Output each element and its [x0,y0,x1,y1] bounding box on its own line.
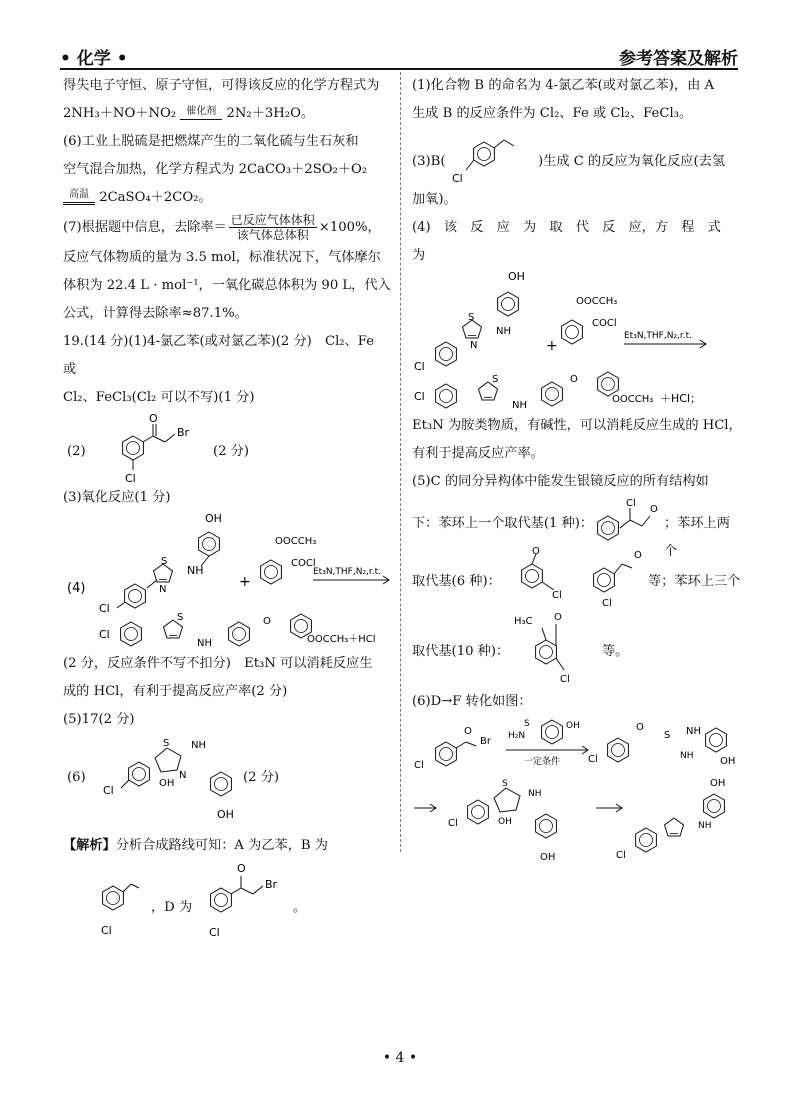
svg-text:+: + [239,574,251,590]
svg-text:Cl: Cl [560,674,570,685]
svg-text:NH: NH [680,751,694,761]
svg-text:Br: Br [265,878,278,891]
formula-line: (7)根据题中信息，去除率＝ $\frac{\text{已反应气体体积}}{\text{该气体总体积}} \times 100\%$， [63,213,381,242]
svg-text:S: S [177,612,184,623]
svg-text:(4): (4) [67,581,86,596]
svg-text:OOCCH₃＋HCl: OOCCH₃＋HCl [307,634,376,645]
svg-text:Cl: Cl [414,760,424,771]
svg-text:OOCCH₃: OOCCH₃ [576,296,618,307]
text-line: Et₃N 为胺类物质，有碱性，可以消耗反应生成的 HCl， [412,418,742,433]
svg-text:＋HCl；: ＋HCl； [660,392,702,405]
svg-text:NH: NH [187,564,204,577]
svg-text:OH: OH [710,778,726,789]
isomer-two-substituents [508,546,648,608]
compound-d-structure [95,412,205,484]
subject-label: • 化学 • [60,49,128,69]
column-divider [400,72,401,852]
svg-text:O: O [650,504,658,515]
text-line: 得失电子守恒、原子守恒，可得该反应的化学方程式为 [63,78,380,93]
svg-text:S: S [163,738,170,749]
svg-text:N: N [179,770,187,781]
svg-text:Cl: Cl [209,926,220,938]
svg-text:S: S [468,312,475,323]
text-line: (5)17(2 分) [63,712,135,727]
svg-text:Et₃N,THF,N₂,r.t.: Et₃N,THF,N₂,r.t. [624,331,693,341]
text-line: (2 分，反应条件不写不扣分) Et₃N 可以消耗反应生 [63,656,373,671]
svg-text:COCl: COCl [291,558,316,569]
svg-text:Br: Br [177,426,190,439]
section-title: 参考答案及解析 [619,49,738,69]
page-number: • 4 • [382,1050,418,1066]
r5-line-1: 下：苯环上一个取代基(1 种)： Cl O ；苯环上两个 [412,498,730,559]
svg-text:O: O [237,862,246,875]
svg-text:O: O [634,550,642,561]
left-column [63,72,391,938]
text-line: (6)D→F 转化如图： [412,694,532,709]
svg-text:OH: OH [540,852,556,863]
text-line: 生成 B 的反应条件为 Cl₂、Fe 或 Cl₂、FeCl₃。 [412,106,693,121]
svg-text:S: S [524,719,530,729]
svg-text:COCl: COCl [592,318,617,329]
text-line: 有利于提高反应产率。 [412,446,544,461]
r5-line-3: 取代基(10 种)： H₃C O Cl 等。 [412,608,742,688]
svg-text:N: N [470,340,478,351]
reaction-arrow: 高温 [63,190,95,205]
svg-text:O: O [554,612,562,623]
r4-reaction [412,270,742,412]
svg-text:OH: OH [498,817,512,827]
equation-line: 高温 2CaSO₄＋2CO₂。 [63,184,391,212]
text-line: (6)工业上脱硫是把燃煤产生的二氧化硫与生石灰和 [63,134,359,149]
svg-text:Cl: Cl [99,628,110,641]
svg-text:NH: NH [528,789,542,799]
reaction-4-scheme [63,512,393,650]
svg-text:OH: OH [159,778,175,789]
question-19-line: 19.(14 分)(1)4-氯乙苯(或对氯乙苯)(2 分) Cl₂、Fe 或 [63,334,374,377]
svg-text:S: S [161,556,168,567]
svg-text:Cl: Cl [626,498,636,509]
r3-line: (3)B( Cl )生成 C 的反应为氧化反应(去氢 [412,128,742,186]
svg-text:NH: NH [686,726,701,737]
svg-text:Cl: Cl [616,850,626,861]
svg-text:NH: NH [698,821,712,831]
text-line: 反应气体物质的量为 3.5 mol，标准状况下，气体摩尔 [63,250,381,265]
svg-text:一定条件: 一定条件 [524,757,561,767]
svg-text:NH: NH [191,740,206,751]
text-line: (5)C 的同分异构体中能发生银镜反应的所有结构如 [412,474,709,489]
right-column [412,72,742,866]
svg-text:N: N [159,584,167,595]
analysis-line: 【解析】分析合成路线可知：A 为乙苯，B 为 [63,838,328,853]
svg-text:NH: NH [512,400,527,411]
svg-text:NH: NH [496,326,511,337]
svg-text:Et₃N,THF,N₂,r.t.: Et₃N,THF,N₂,r.t. [313,567,382,577]
r5-line-2: 取代基(6 种)： O Cl O Cl 等；苯环上三个 [412,546,741,608]
svg-text:Cl: Cl [602,598,612,608]
svg-text:Cl: Cl [452,172,463,185]
text-line: Cl₂、FeCl₃(Cl₂ 可以不写)(1 分) [63,390,255,405]
answer-6: (6) Cl S N OH NH OH (2 分) [63,734,391,830]
reaction-4-scheme-right [412,270,742,412]
svg-text:H₂N: H₂N [508,731,526,741]
svg-text:Cl: Cl [414,360,425,373]
header-rule [60,68,738,70]
svg-text:Cl: Cl [552,590,562,601]
svg-text:NH: NH [197,638,212,649]
svg-text:O: O [570,374,578,385]
svg-text:Cl: Cl [101,924,112,937]
r6-scheme [412,716,742,866]
svg-text:OH: OH [508,270,525,283]
svg-text:O: O [532,546,540,557]
svg-text:S: S [502,779,508,789]
svg-text:H₃C: H₃C [514,616,533,627]
svg-text:Br: Br [480,736,491,747]
compound-b-structure [83,860,153,938]
svg-text:O: O [263,616,271,627]
answer-4-reaction [63,512,391,650]
text-line: 成的 HCl，有利于提高反应产率(2 分) [63,684,288,699]
svg-text:OH: OH [205,512,222,525]
analysis-structures: Cl ，D 为 O Br Cl 。 [63,860,391,938]
text-line: 加氧)。 [412,192,457,207]
svg-text:S: S [664,730,671,741]
svg-text:Cl: Cl [448,818,458,829]
svg-text:Cl: Cl [103,784,114,797]
svg-text:S: S [492,374,499,385]
equation-line: 2NH₃＋NO＋NO₂ 催化剂 2N₂＋3H₂O。 [63,106,315,121]
svg-text:OH: OH [566,721,580,731]
svg-text:Cl: Cl [414,390,425,403]
fraction: $\frac{\text{已反应气体体积}}{\text{该气体总体积}}$ [230,213,315,242]
svg-text:Cl: Cl [588,754,598,765]
reaction-arrow: 催化剂 [180,107,222,120]
answer-2: (2) Cl O Br (2 分) [67,412,250,484]
svg-text:+: + [546,338,558,354]
svg-text:OH: OH [217,808,234,821]
svg-text:OH: OH [720,756,736,767]
text-line: (4) 该 反 应 为 取 代 反 应，方 程 式 为 [412,220,734,263]
text-line: 空气混合加热，化学方程式为 2CaCO₃＋2SO₂＋O₂ [63,162,368,177]
compound-d-structure-analysis [191,860,301,938]
svg-text:O: O [149,412,158,425]
compound-b-inline [442,128,542,186]
svg-text:Cl: Cl [125,472,136,484]
text-line: (1)化合物 B 的命名为 4-氯乙苯(或对氯乙苯)，由 A [412,78,714,93]
isomer-three-substituents [514,608,604,688]
isomer-one-substituent [590,496,662,546]
svg-text:Cl: Cl [99,602,110,615]
text-line: 公式，计算得去除率≈87.1%。 [63,306,248,321]
svg-text:O: O [636,722,644,733]
text-line: 体积为 22.4 L · mol⁻¹，一氧化碳总体积为 90 L，代入 [63,278,391,293]
svg-text:OOCCH₃: OOCCH₃ [275,536,317,547]
text-line: (3)氧化反应(1 分) [63,490,171,505]
svg-text:OOCCH₃: OOCCH₃ [612,394,654,405]
d-to-f-conversion [412,716,742,866]
svg-text:O: O [464,726,472,737]
